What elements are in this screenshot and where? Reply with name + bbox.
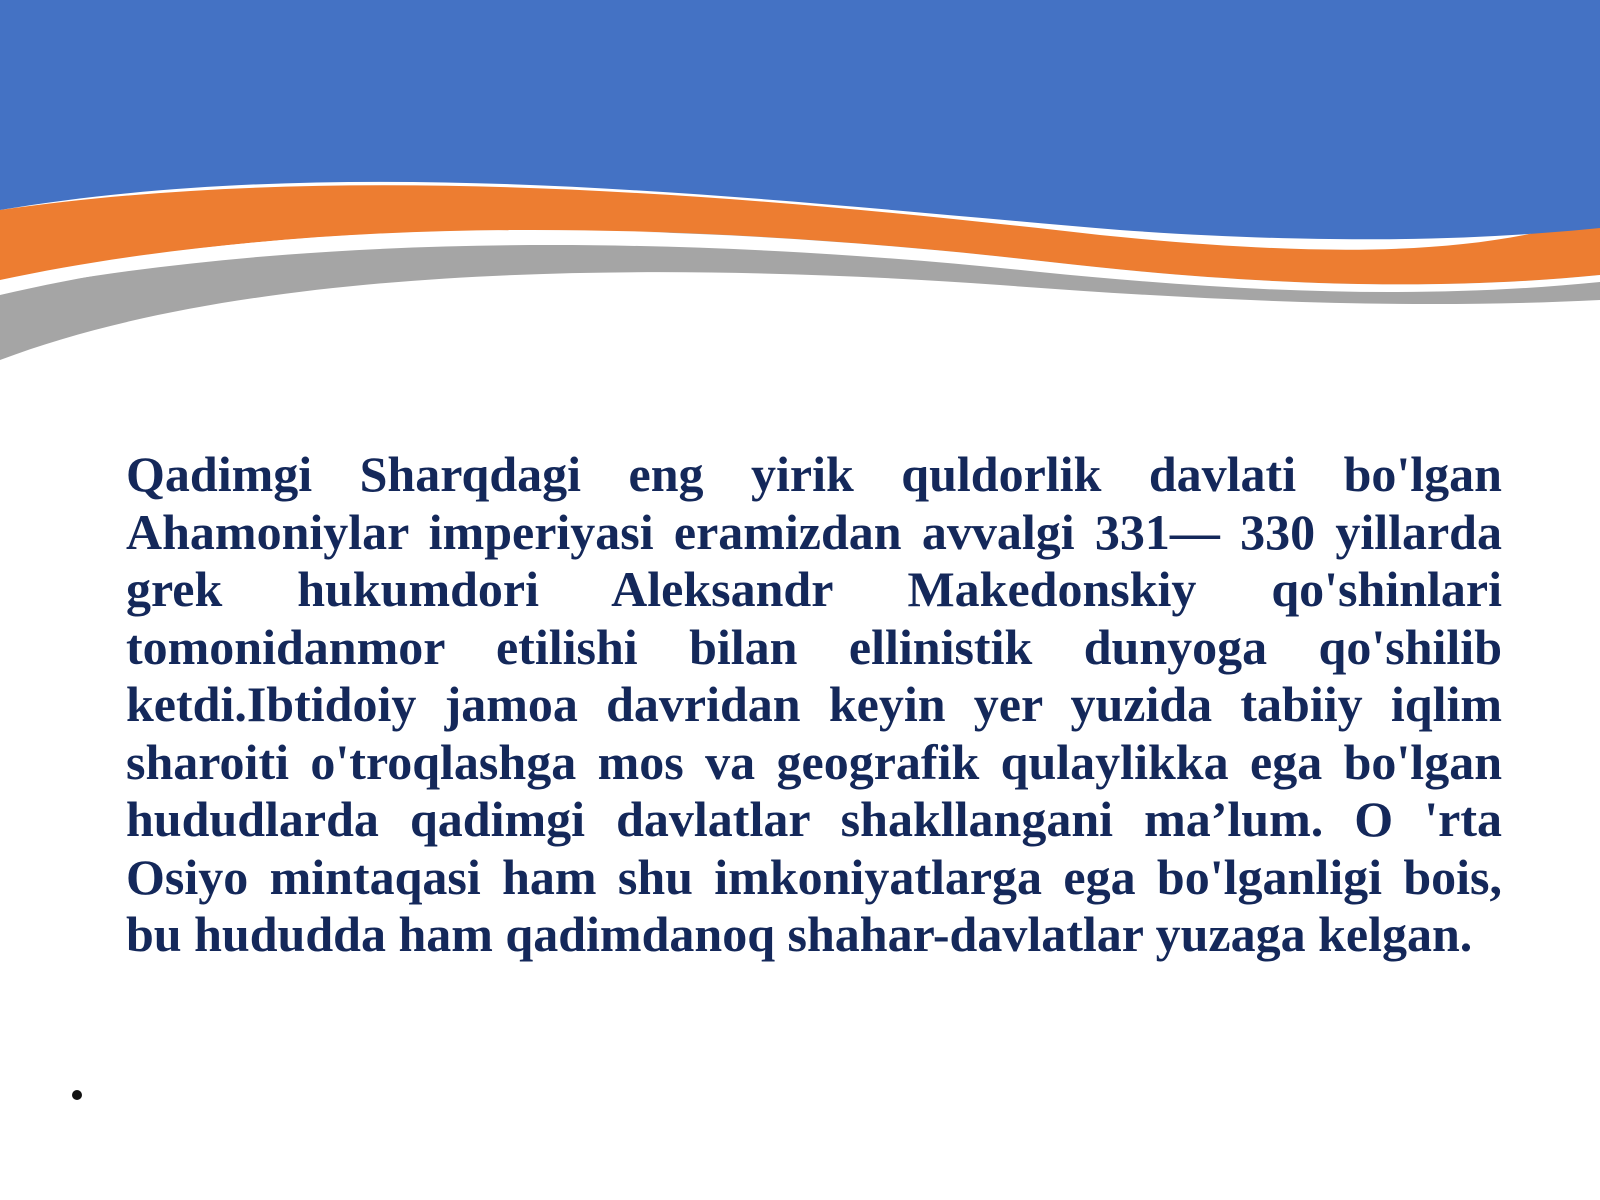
body-paragraph: Qadimgi Sharqdagi eng yirik quldorlik davlati bo'lgan Ahamoniylar imperiyasi eramizdan avvalgi 331— 330 yillarda grek hukumdori Aleksandr Makedonskiy qo'shinlari tomonidanmor etilishi bilan ellinistik dunyoga qo'shilib ketdi.Ibtidoiy jamoa davridan keyin yer yuzida tabiiy iqlim sharoiti o'troqlashga mos va geografik qulaylikka ega bo'lgan hududlarda qadimgi davlatlar shakllangani ma’lum. O 'rta Osiyo mintaqasi ham shu imkoniyatlarga ega bo'lganligi bois, bu hududda ham qadimdanoq shahar-davlatlar yuzaga kelgan.	[126, 446, 1502, 962]
empty-bullet	[72, 1090, 82, 1100]
header-waves	[0, 0, 1600, 380]
